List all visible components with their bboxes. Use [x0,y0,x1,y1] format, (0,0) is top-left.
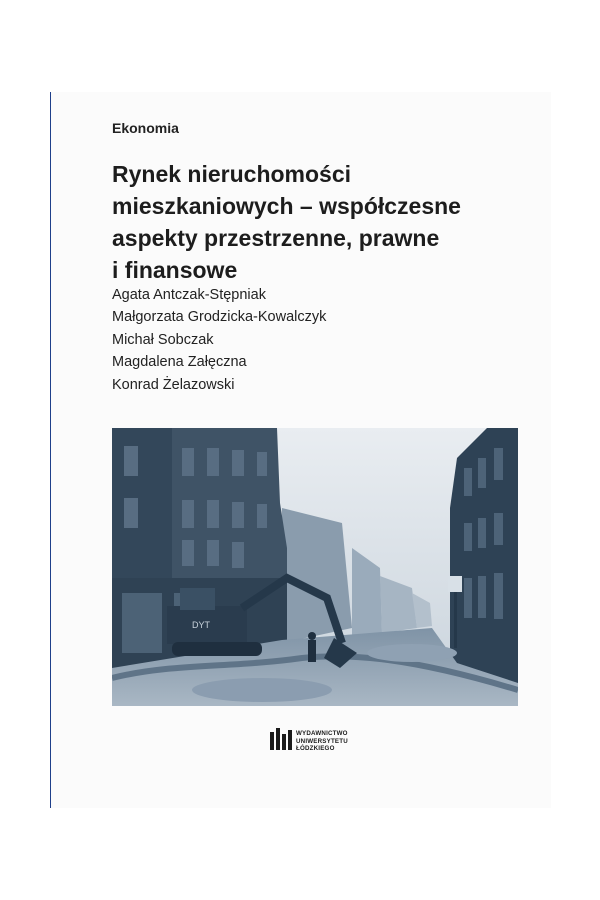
title-line: Rynek nieruchomości [112,161,352,187]
title-line: i finansowe [112,257,238,283]
publisher-line: WYDAWNICTWO [296,730,348,737]
author-name: Konrad Żelazowski [112,376,235,393]
title-line: mieszkaniowych – współczesne [112,193,461,219]
author-name: Michał Sobczak [112,331,214,348]
author-name: Magdalena Załęczna [112,354,247,371]
author-name: Agata Antczak-Stępniak [112,287,266,303]
author-list [112,284,326,396]
title-line: aspekty przestrzenne, prawne [112,225,440,251]
cover-photo-street-construction [112,428,518,706]
excavator-label: DYT [192,620,210,630]
publisher-logo [270,728,390,756]
series-label: Ekonomia [112,120,179,136]
publisher-name [296,730,348,753]
author-name: Małgorzata Grodzicka-Kowalczyk [112,309,327,326]
publisher-line: ŁÓDZKIEGO [296,745,335,753]
book-title [112,158,542,286]
university-press-logo-icon [270,728,292,750]
publisher-line: UNIWERSYTETU [296,737,348,745]
